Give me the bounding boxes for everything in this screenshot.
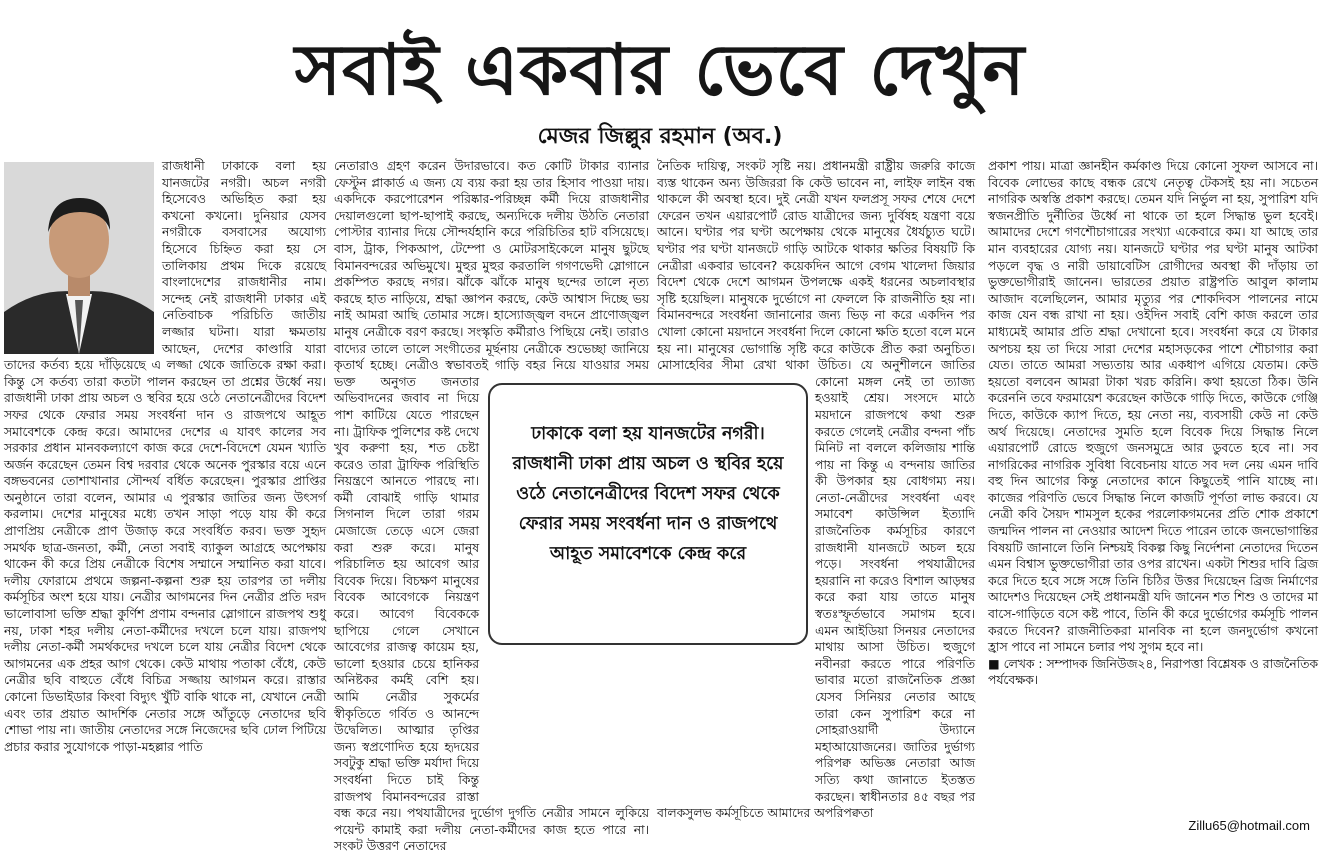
article-column-4 — [988, 158, 1318, 840]
pullquote-box — [488, 383, 808, 645]
column-4-text: প্রকাশ পায়। মাত্রা জ্ঞানহীন কর্মকাণ্ড দিয়ে কোনো সুফল আসবে না। বিবেক লোভের কাছে বন্ধক রেখে নেতৃত্ব টেকসই হয় না। সচেতন নাগরিক অস্বস্তি প্রকাশ করছে। তেমন যদি নির্ভুল না হয়, সুপারিশ যদি স্বজনপ্রীতি দুর্নীতির উর্ধ্বে না থাকে তা হলে সিদ্ধান্ত ভুল হবেই। আমাদের দেশে গণশৌচাগারের সংখ্যা একেবারে কম। যা আছে তার মান ব্যবহারের যোগ্য নয়। যানজটে ঘণ্টার পর ঘণ্টা মানুষ আটকা পড়লে বৃদ্ধ ও নারী ডায়াবেটিস রোগীদের অবস্থা কী দাঁড়ায় তা ভুক্তভোগীরাই জানেন। ভারতের প্রয়াত রাষ্ট্রপতি আবুল কালাম আজাদ বলেছিলেন, আমার মৃত্যুর পর শোকদিবস পালনের নামে কাজ যেন বন্ধ রাখা না হয়। ওইদিন সবাই বেশি কাজ করলে তার মাধ্যমেই আমার প্রতি শ্রদ্ধা দেখানো হবে। সংবর্ধনা করে যে টাকার অপচয় হয় তা দিয়ে সারা দেশের মহাসড়কের পাশে শৌচাগার করা যেত। তাতে আমরা সভ্যতায় আর একধাপ এগিয়ে যেতাম। কেউ হয়তো বলবেন আমরা টাকা খরচ করিনি। কথা হয়তো ঠিক। উনি করেননি তবে ফরমায়েশ করেছেন কাউকে গাড়ি দিতে, কাউকে গেঞ্জি দিতে, কাউকে ক্যাপ দিতে, হয় নেতা নয়, ব্যবসায়ী কেউ না কেউ অর্থ দিয়েছে। নেতাদের সুমতি হলে বিবেক দিয়ে সিদ্ধান্ত নিলে এয়ারপোর্ট রোডে হুজুগে জনসমুদ্রে আর ডুবতে হবে না। সব নাগরিকের নাগরিক সুবিধা বিবেচনায় যাতে সব দল নেয় এমন দাবি বহু দিন আগের কিন্তু নেতাদের কানে কিছুতেই পানি যাচ্ছে না। কাজের পরিণতি ভেবে সিদ্ধান্ত নিলে কাজটি পূর্ণতা লাভ করবে। যে নেত্রী কবি সৈয়দ শামসুল হকের পরলোকগমনের প্রতি শোক প্রকাশে জন্মদিন পালন না নেওয়ার আদেশ দিতে পারেন তাকে জনভোগান্তির বিষয়টি জানালে তিনি নিশ্চয়ই বিকল্প কিছু নির্দেশনা নেতাদের দিতেন এমন বিশ্বাস ভুক্তভোগীরা তার ওপর রাখেন। একটা শিশুর দাবি ব্রিজ করে দিতে হবে সঙ্গে সঙ্গে তিনি চিঠির উত্তর দিয়েছেন ব্রিজ নির্মাণের আদেশও দিয়েছেন সেই প্রধানমন্ত্রী যদি জানেন শত শিশু ও তাদের মা বাসে-গাড়িতে বসে কষ্ট পাবে, তিনি কী করে দুর্ভোগের কর্মসূচি পালন করতে দিবেন? রাজনীতিকরা মানবিক না হলে জনদুর্ভোগ কখনো হ্রাস পাবে না সামনে চলার পথ সুগম হবে না। — [988, 159, 1318, 655]
author-credit: ■ লেখক : সম্পাদক জিনিউজ২৪, নিরাপত্তা বিশ্লেষক ও রাজনৈতিক পর্যবেক্ষক। — [988, 656, 1318, 688]
author-email[interactable]: Zillu65@hotmail.com — [1188, 818, 1310, 833]
column-1-text: রাজধানী ঢাকাকে বলা হয় যানজটের নগরী। অচল নগরী হিসেবেও অভিহিত করা হয় কখনো কখনো। দুনিয়ার যেসব নগরীকে বসবাসের অযোগ্য হিসেবে চিহ্নিত করা হয় সে তালিকায় প্রথম দিকে রয়েছে বাংলাদেশের রাজধানীর নাম। সন্দেহ নেই রাজধানী ঢাকার এই নেতিবাচক পরিচিতি জাতীয় লজ্জার ঘটনা। যারা ক্ষমতায় আছেন, দেশের কাণ্ডারি যারা তাদের কর্তব্য হয়ে দাঁড়িয়েছে এ লজ্জা থেকে জাতিকে রক্ষা করা। কিন্তু সে কর্তব্য তারা কতটা পালন করছেন তা প্রশ্নের উর্ধ্বে নয়। রাজধানী ঢাকা প্রায় অচল ও স্থবির হয়ে ওঠে নেতানেত্রীদের বিদেশ সফর থেকে ফেরার সময় সংবর্ধনা দান ও রাজপথে আহূত সমাবেশকে কেন্দ্র করে। আমাদের দেশের এ যাবৎ কালের সব সরকার প্রধান মানবকল্যাণে কাজ করে দেশে-বিদেশে যেমন খ্যাতি অর্জন করেছেন তেমন বিশ্ব দরবার থেকে অনেক পুরস্কার বয়ে এনে বঙ্গভবনের তোশাখানার সৌন্দর্য বর্ধিত করেছেন। পুরস্কার প্রাপ্তির অনুষ্ঠানে তারা বলেন, আমার এ পুরস্কার জাতির জন্য উৎসর্গ করলাম। দেশের মানুষের মধ্যে তখন সাড়া পড়ে যায় কী করে প্রাণপ্রিয় নেত্রীকে প্রাণ উজাড় করে সংবর্ধিত করব। ভক্ত সুহৃদ সমর্থক ছাত্র-জনতা, কর্মী, নেতা সবাই ব্যাকুল আগ্রহে অপেক্ষায় থাকেন কী করে প্রিয় নেত্রীকে বিশেষ সম্মানে সম্মানিত করা যাবে। দলীয় ফোরামে প্রথমে জল্পনা-কল্পনা শুরু হয় তারপর তা দলীয় কর্মসূচির অংশ হয়ে যায়। নেত্রীর আগমনের দিন নেত্রীর প্রতি দরদ ভালোবাসা ভক্তি শ্রদ্ধা কুর্ণিশ প্রণাম বন্দনার স্লোগানে রাজপথ শুধু নয়, ঢাকা শহর দলীয় নেতা-কর্মীদের দখলে চলে যায়। রাজপথ দলীয় নেতা-কর্মী সমর্থকদের দখলে চলে যায় নেত্রীর বিদেশ থেকে আগমনের এক প্রহর আগ থেকে। কেউ মাথায় পতাকা বেঁধে, কেউ নেত্রীর ছবি বাহুতে বেঁধে বিচিত্র সজ্জায় আগমন করে। রাস্তার কোনো ডিভাইডার কিংবা বিদ্যুৎ খুঁটি বাকি থাকে না, যেখানে নেত্রী এবং তার প্রয়াত আদর্শিক নেতার সঙ্গে আঁতুড়ে নেতাদের ছবি শোভা পায় না। জাতীয় নেতাদের সঙ্গে নিজেদের ছবি ঢোল পিটিয়ে প্রচার করার সুযোগকে পাড়া-মহল্লার পাতি — [4, 159, 326, 754]
author-photo — [4, 162, 154, 354]
headline: সবাই একবার ভেবে দেখুন — [294, 29, 1026, 111]
pullquote-text: ঢাকাকে বলা হয় যানজটের নগরী। রাজধানী ঢাকা প্রায় অচল ও স্থবির হয়ে ওঠে নেতানেত্রীদের বিদেশ সফর থেকে ফেরার সময় সংবর্ধনা দান ও রাজপথে আহূত সমাবেশকে কেন্দ্র করে — [512, 424, 784, 564]
column-2-text: নেতারাও গ্রহণ করেন উদারভাবে। কত কোটি টাকার ব্যানার ফেস্টুন প্লাকার্ড এ জন্য যে ব্যয় করা হয় তার হিসাব পাওয়া দায়। একদিকে করপোরেশন পরিষ্কার-পরিচ্ছন্ন কর্মী দিয়ে রাজধানীর দেয়ালগুলো ছাপ-ছাপাই করছে, অন্যদিকে দলীয় উঠতি নেতারা পোস্টার ব্যানার দিয়ে সৌন্দর্যহানি করে পরিচিতির হাট বসিয়েছে। বাস, ট্রাক, পিকআপ, টেম্পো ও মোটরসাইকেলে মানুষ ছুটছে বিমানবন্দরের অভিমুখে। মুহুর মুহুর করতালি গগণভেদী স্লোগানে প্রকম্পিত করছে নগর। ঝাঁকে ঝাঁকে মানুষ ছন্দের তালে নৃত্য করছে হাত নাড়িয়ে, শ্রদ্ধা জ্ঞাপন করছে, কেউ আশ্বাস দিচ্ছে ভয় নাই আমরা আছি তোমার সঙ্গে। হাস্যোজ্জ্বল বদনে প্রাণোজ্জ্বল মানুষ নেত্রীকে বরণ করছে। সংস্কৃতি কর্মীরাও পিছিয়ে নেই। তারাও বাদ্যের তালে তালে সংগীতের মূর্ছনায় নেত্রীকে শুভেচ্ছা জানিয়ে কৃতার্থ হচ্ছে। নেত্রীও স্বভাবতই গাড়ি বহর নিয়ে যাওয়ার সময় ভক্ত অনুগত জনতার অভিবাদনের জবাব না দিয়ে পাশ কাটিয়ে যেতে পারছেন না। ট্রাফিক পুলিশের কষ্ট দেখে খুব করুণা হয়, শত চেষ্টা করেও তারা ট্রাফিক পরিস্থিতি নিয়ন্ত্রণে আনতে পারছে না। কর্মী বোঝাই গাড়ি থামার সিগনাল দিলে তারা গরম মেজাজে তেড়ে এসে জেরা করা শুরু করে। মানুষ পরিচালিত হয় আবেগ আর বিবেক দিয়ে। বিচক্ষণ মানুষের বিবেক আবেগকে নিয়ন্ত্রণ করে। আবেগ বিবেককে ছাপিয়ে গেলে সেখানে আবেগের রাজত্ব কায়েম হয়, ভালো হওয়ার চেয়ে হানিকর অনিষ্টকর কর্মই বেশি হয়। আমি নেত্রীর সুকর্মের স্বীকৃতিতে গর্বিত ও আনন্দে উদ্বেলিত। আত্মার তৃপ্তির জন্য স্বপ্রণোদিত হয়ে হৃদয়ের সবটুকু শ্রদ্ধা ভক্তি মর্যাদা দিয়ে সংবর্ধনা দিতে চাই কিন্তু রাজপথ বিমানবন্দরের রাস্তা বন্ধ করে নয়। পথযাত্রীদের দুর্ভোগ দুর্গতি নেত্রীর সামনে লুকিয়ে পয়েন্ট কামাই করা দলীয় নেতা-কর্মীদের কাজ হতে পারে না। সংকট উত্তরণ নেতাদের — [334, 159, 649, 854]
byline: মেজর জিল্লুর রহমান (অব.) — [537, 124, 783, 149]
article-column-1 — [4, 158, 326, 840]
column-3-text: নৈতিক দায়িত্ব, সংকট সৃষ্টি নয়। প্রধানমন্ত্রী রাষ্ট্রীয় জরুরি কাজে ব্যস্ত থাকেন অন্য উজিররা কি কেউ ভাবেন না, লাইফ লাইন বন্ধ থাকলে কী অবস্থা হবে। দুই নেত্রী যখন ফলপ্রসূ সফর শেষে দেশে ফেরেন তখন এয়ারপোর্ট রোড যাত্রীদের জন্য দুর্বিষহ যন্ত্রণা বয়ে আনে। ঘণ্টার পর ঘণ্টা অপেক্ষায় থেকে মানুষের ধৈর্যচ্যুত ঘটে। ঘণ্টার পর ঘণ্টা যানজটে গাড়ি আটকে থাকার ক্ষতির বিষয়টি কি নেত্রীরা একবার ভাবেন? কয়েকদিন আগে বেগম খালেদা জিয়ার বিদেশ থেকে দেশে আগমন উপলক্ষে একই ধরনের অচলাবস্থার সৃষ্টি হয়েছিল। মানুষকে দুর্ভোগে না ফেললে কি রাজনীতি হয় না। বিমানবন্দরে সংবর্ধনা জানানোর জন্য ভিড় না করে একদিন পর খোলা কোনো ময়দানে সংবর্ধনা দিলে কোনো ক্ষতি হতো বলে মনে হয় না। মানুষের ভোগান্তি সৃষ্টি করে কাউকে প্রীত করা অনুচিত। মোসাহেবির সীমা রেখা থাকা উচিত। যে অনুশীলনে জাতির কোনো মঙ্গল নেই তা ত্যাজ্য হওয়াই শ্রেয়। সংসদে মাঠে ময়দানে রাজপথে কথা শুরু করতে গেলেই নেত্রীর বন্দনা পাঁচ মিনিট না বললে কলিজায় শান্তি পায় না কিন্তু এ বন্দনায় জাতির কী উপকার হয় বোধগম্য নয়। নেতা-নেত্রীদের সংবর্ধনা এবং সমাবেশ কাউন্সিল ইত্যাদি রাজনৈতিক কর্মসূচির কারণে রাজধানী যানজটে অচল হয়ে পড়ে। সংবর্ধনা পথযাত্রীদের হয়রানি না করেও বিশাল আড়ম্বর করে করা যায় তাতে মানুষ স্বতঃস্ফূর্তভাবে সমাগম হবে। এমন আইডিয়া সিনয়র নেতাদের মাথায় আসা উচিত। হুজুগে নবীনরা করতে পারে পরিণতি ভাবার মতো রাজনৈতিক প্রজ্ঞা যেসব সিনিয়র নেতার আছে তারা কেন সুপারিশ করে না সোহরাওয়ার্দী উদ্যানে মহাআয়োজনের। জাতির দুর্ভাগ্য পরিপক্ব অভিজ্ঞ নেতারা আজ সত্যি কথা জানাতে ইতস্তত করছেন। স্বাধীনতার ৪৫ বছর পর বালকসুলভ কর্মসূচিতে আমাদের অপরিপক্বতা — [657, 159, 975, 821]
